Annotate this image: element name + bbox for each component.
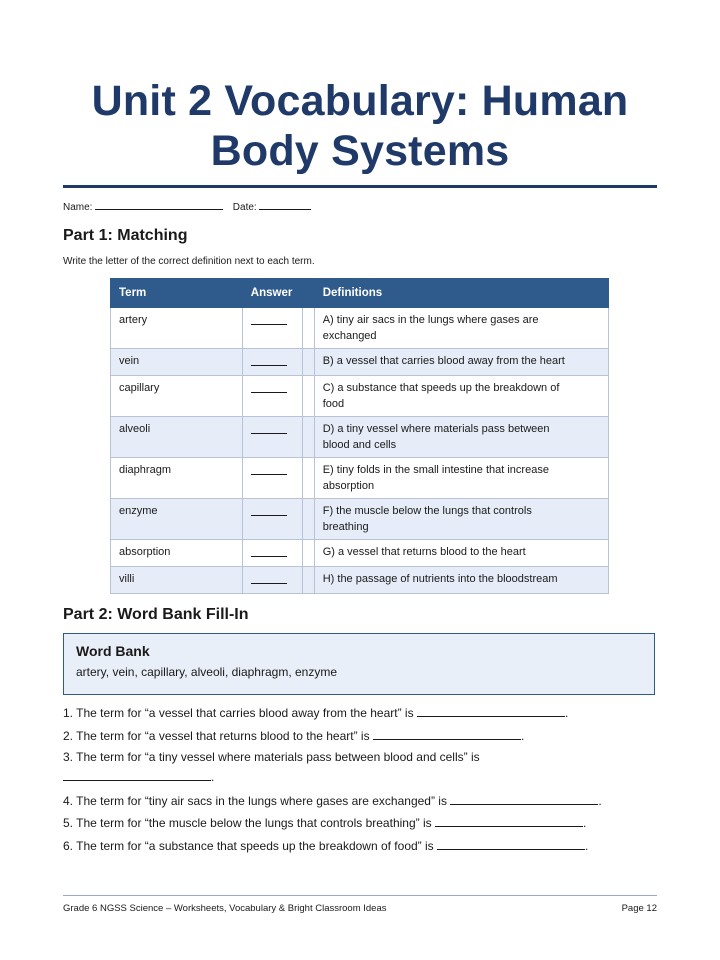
term-cell: absorption bbox=[111, 540, 243, 567]
question-2: 2. The term for “a vessel that returns blood to the heart” is . bbox=[63, 729, 525, 743]
term-cell: villi bbox=[111, 567, 243, 594]
answer-blank[interactable] bbox=[450, 792, 598, 805]
page-number: Page 12 bbox=[621, 903, 657, 914]
question-4: 4. The term for “tiny air sacs in the lungs where gases are exchanged” is . bbox=[63, 794, 602, 808]
title-line-2: Body Systems bbox=[210, 127, 510, 175]
table-row bbox=[111, 308, 609, 349]
header-definitions: Definitions bbox=[314, 279, 608, 308]
term-cell: diaphragm bbox=[111, 458, 243, 499]
word-bank bbox=[63, 633, 655, 695]
question-3-blank-line: . bbox=[63, 768, 214, 784]
date-label: Date: bbox=[232, 202, 257, 213]
part2-heading: Part 2: Word Bank Fill-In bbox=[63, 606, 249, 623]
answer-blank[interactable] bbox=[437, 837, 585, 850]
answer-blank[interactable] bbox=[251, 353, 287, 366]
table-row bbox=[111, 567, 609, 594]
table-header-row bbox=[111, 279, 609, 308]
question-1: 1. The term for “a vessel that carries blood away from the heart” is . bbox=[63, 706, 569, 720]
answer-blank[interactable] bbox=[373, 727, 521, 740]
table-row bbox=[111, 417, 609, 458]
table-row bbox=[111, 540, 609, 567]
answer-blank[interactable] bbox=[63, 768, 211, 781]
answer-blank[interactable] bbox=[251, 571, 287, 584]
table-row bbox=[111, 376, 609, 417]
answer-blank[interactable] bbox=[435, 814, 583, 827]
term-cell: artery bbox=[111, 308, 243, 349]
table-row bbox=[111, 349, 609, 376]
part1-instructions: Write the letter of the correct definition next to each term. bbox=[63, 256, 315, 267]
date-blank[interactable] bbox=[259, 199, 311, 210]
answer-blank[interactable] bbox=[417, 704, 565, 717]
definition-cell: B) a vessel that carries blood away from the heart bbox=[314, 349, 608, 376]
title-divider bbox=[63, 185, 657, 188]
definition-cell: E) tiny folds in the small intestine that increase absorption bbox=[314, 458, 608, 499]
definition-cell: H) the passage of nutrients into the bloodstream bbox=[314, 567, 608, 594]
table-row bbox=[111, 499, 609, 540]
question-6: 6. The term for “a substance that speeds up the breakdown of food” is . bbox=[63, 839, 589, 853]
answer-blank[interactable] bbox=[251, 421, 287, 434]
term-cell: capillary bbox=[111, 376, 243, 417]
term-cell: enzyme bbox=[111, 499, 243, 540]
name-label: Name: bbox=[63, 202, 93, 213]
page-title bbox=[0, 76, 720, 176]
question-5: 5. The term for “the muscle below the lungs that controls breathing” is . bbox=[63, 816, 587, 830]
definition-cell: C) a substance that speeds up the breakdown of food bbox=[314, 376, 608, 417]
term-cell: vein bbox=[111, 349, 243, 376]
answer-blank[interactable] bbox=[251, 462, 287, 475]
title-line-1: Unit 2 Vocabulary: Human bbox=[91, 77, 629, 125]
answer-blank[interactable] bbox=[251, 544, 287, 557]
header-answer: Answer bbox=[242, 279, 302, 308]
word-bank-title: Word Bank bbox=[76, 643, 150, 659]
header-term: Term bbox=[111, 279, 243, 308]
part1-heading: Part 1: Matching bbox=[63, 227, 188, 244]
definition-cell: G) a vessel that returns blood to the heart bbox=[314, 540, 608, 567]
matching-table bbox=[110, 278, 609, 594]
question-3: 3. The term for “a tiny vessel where materials pass between blood and cells” is bbox=[63, 750, 480, 764]
term-cell: alveoli bbox=[111, 417, 243, 458]
name-blank[interactable] bbox=[95, 199, 223, 210]
word-bank-words: artery, vein, capillary, alveoli, diaphragm, enzyme bbox=[76, 665, 337, 679]
table-row bbox=[111, 458, 609, 499]
answer-blank[interactable] bbox=[251, 380, 287, 393]
definition-cell: A) tiny air sacs in the lungs where gases are exchanged bbox=[314, 308, 608, 349]
answer-blank[interactable] bbox=[251, 312, 287, 325]
definition-cell: D) a tiny vessel where materials pass between blood and cells bbox=[314, 417, 608, 458]
footer-source: Grade 6 NGSS Science – Worksheets, Vocabulary & Bright Classroom Ideas bbox=[63, 903, 387, 914]
definition-cell: F) the muscle below the lungs that controls breathing bbox=[314, 499, 608, 540]
name-date-line bbox=[63, 199, 311, 213]
footer-divider bbox=[63, 895, 657, 896]
answer-blank[interactable] bbox=[251, 503, 287, 516]
